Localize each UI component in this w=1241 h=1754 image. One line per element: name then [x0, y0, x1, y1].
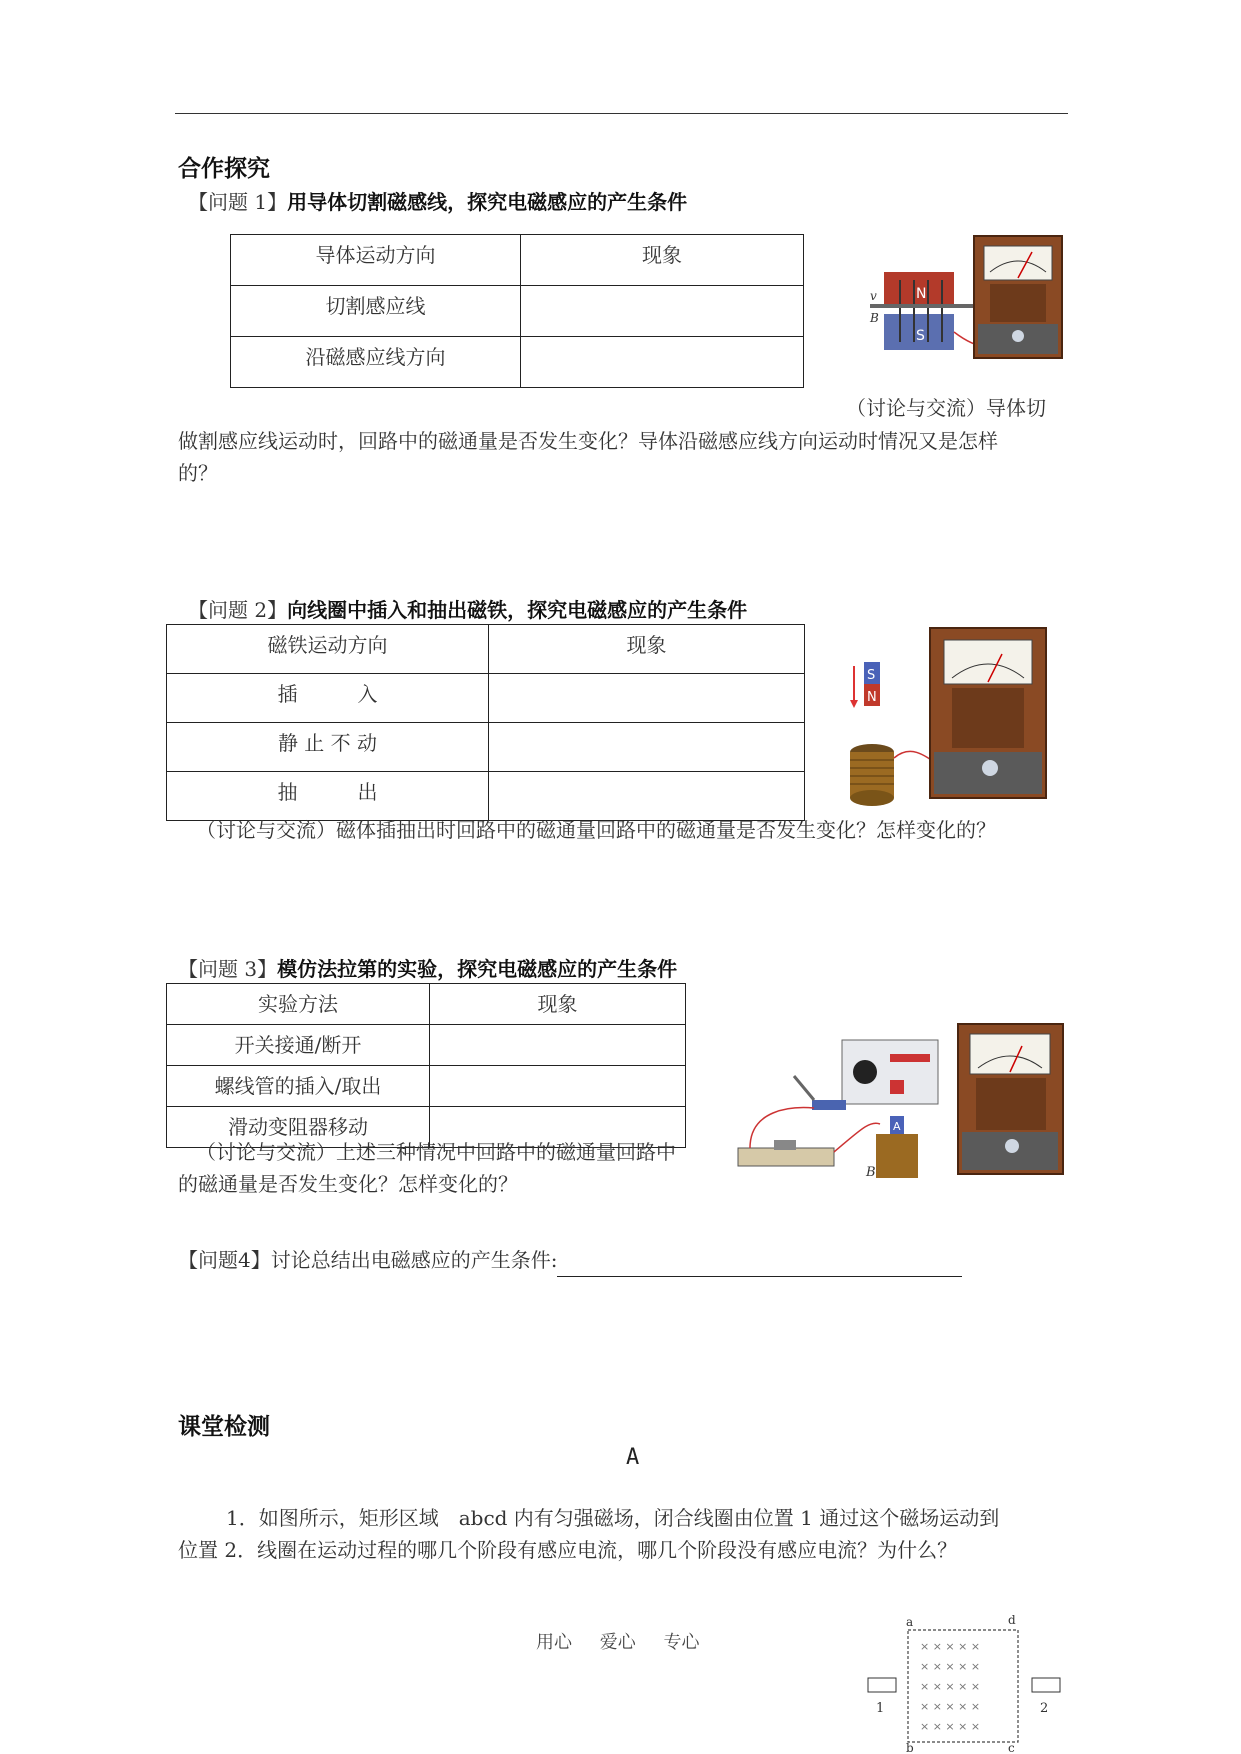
problem-1-line: 位置 2．线圈在运动过程的哪几个阶段有感应电流，哪几个阶段没有感应电流？为什么？ — [178, 1538, 958, 1562]
page-footer: 用心 爱心 专心 — [536, 1632, 700, 1653]
table-cell-blank[interactable] — [430, 1066, 686, 1107]
table-cell-blank[interactable] — [521, 337, 804, 388]
question-2-discussion: （讨论与交流）磁体插抽出时回路中的磁通量回路中的磁通量是否发生变化？怎样变化的？ — [196, 818, 996, 842]
table-cell: 螺线管的插入/取出 — [167, 1066, 430, 1107]
table-cell-blank[interactable] — [489, 723, 805, 772]
table-cell: 切割感应线 — [231, 286, 521, 337]
question-3-discussion-line: （讨论与交流）上述三种情况中回路中的磁通量回路中 — [196, 1140, 676, 1164]
question-1-discussion-line: （讨论与交流）导体切 — [846, 396, 1046, 420]
rheostat — [738, 1148, 834, 1166]
svg-text:× × × × ×: × × × × × — [920, 1720, 981, 1733]
svg-text:× × × × ×: × × × × × — [920, 1680, 981, 1693]
table-cell: 抽 出 — [167, 772, 489, 821]
problem-1-line: 1．如图所示，矩形区域 abcd 内有匀强磁场，闭合线圈由位置 1 通过这个磁场运动到 — [226, 1506, 1000, 1530]
coil-position-2 — [1032, 1678, 1060, 1692]
figure-label: 1 — [876, 1701, 885, 1716]
table-cell: 沿磁感应线方向 — [231, 337, 521, 388]
figure-label: B — [866, 1165, 876, 1180]
question-1-title: 用导体切割磁感线，探究电磁感应的产生条件 — [287, 190, 688, 214]
figure-label: v — [870, 289, 877, 303]
question-3-discussion-line: 的磁通量是否发生变化？怎样变化的？ — [178, 1172, 518, 1196]
question-3-title: 模仿法拉第的实验，探究电磁感应的产生条件 — [277, 957, 678, 981]
large-coil — [876, 1134, 918, 1178]
table-cell-blank[interactable] — [430, 1025, 686, 1066]
question-2-table — [166, 624, 805, 821]
question-1-discussion-line: 做割感应线运动时，回路中的磁通量是否发生变化？导体沿磁感应线方向运动时情况又是怎样 — [178, 429, 998, 453]
section-title-classroom-test: 课堂检测 — [178, 1414, 270, 1440]
table-header-cell: 现象 — [430, 984, 686, 1025]
question-4-label: 【问题4】 — [178, 1248, 271, 1272]
table-header-cell: 磁铁运动方向 — [167, 625, 489, 674]
answer-blank-line[interactable] — [557, 1254, 962, 1277]
question-1-discussion-line: 的？ — [178, 461, 218, 485]
question-3-table — [166, 983, 686, 1148]
coil-position-1 — [868, 1678, 896, 1692]
section-title-cooperative-inquiry: 合作探究 — [178, 156, 270, 182]
figure-label: A — [893, 1120, 901, 1133]
question-1-heading — [188, 186, 687, 215]
question-2-heading — [188, 594, 747, 623]
header-rule — [175, 113, 1068, 114]
figure-label: B — [870, 311, 879, 325]
table-header-cell: 实验方法 — [167, 984, 430, 1025]
table-cell: 滑动变阻器移动 — [167, 1107, 430, 1148]
table-header-cell: 导体运动方向 — [231, 235, 521, 286]
figure-label: N — [916, 286, 927, 302]
figure-label: c — [1008, 1741, 1015, 1752]
question-4-text: 讨论总结出电磁感应的产生条件: — [270, 1248, 558, 1272]
question-3-label: 【问题 3】 — [178, 957, 278, 981]
table-cell-blank[interactable] — [489, 674, 805, 723]
figure-label: 2 — [1040, 1701, 1049, 1716]
figure-label: d — [1008, 1613, 1016, 1627]
table-cell: 插 入 — [167, 674, 489, 723]
figure-conductor-cutting-field — [850, 232, 1065, 362]
figure-label: S — [916, 328, 925, 344]
table-header-cell: 现象 — [521, 235, 804, 286]
question-4 — [178, 1244, 962, 1277]
question-3-heading — [178, 953, 677, 982]
question-2-title: 向线圈中插入和抽出磁铁，探究电磁感应的产生条件 — [287, 598, 748, 622]
question-2-label: 【问题 2】 — [188, 598, 288, 622]
table-cell: 静 止 不 动 — [167, 723, 489, 772]
question-1-label: 【问题 1】 — [188, 190, 288, 214]
question-1-table — [230, 234, 804, 388]
switch — [812, 1100, 846, 1110]
difficulty-level: A — [626, 1445, 640, 1470]
figure-faraday-apparatus — [730, 1020, 1065, 1182]
figure-label: b — [906, 1741, 914, 1752]
table-cell: 开关接通/断开 — [167, 1025, 430, 1066]
table-header-cell: 现象 — [489, 625, 805, 674]
table-cell-blank[interactable] — [521, 286, 804, 337]
svg-text:× × × × ×: × × × × × — [920, 1700, 981, 1713]
figure-label: a — [906, 1615, 914, 1629]
svg-text:× × × × ×: × × × × × — [920, 1660, 981, 1673]
figure-label: N — [867, 690, 877, 705]
figure-magnet-into-coil — [840, 626, 1050, 806]
svg-text:× × × × ×: × × × × × — [920, 1640, 981, 1653]
figure-magnetic-field-region — [862, 1612, 1068, 1752]
figure-label: S — [867, 668, 876, 683]
